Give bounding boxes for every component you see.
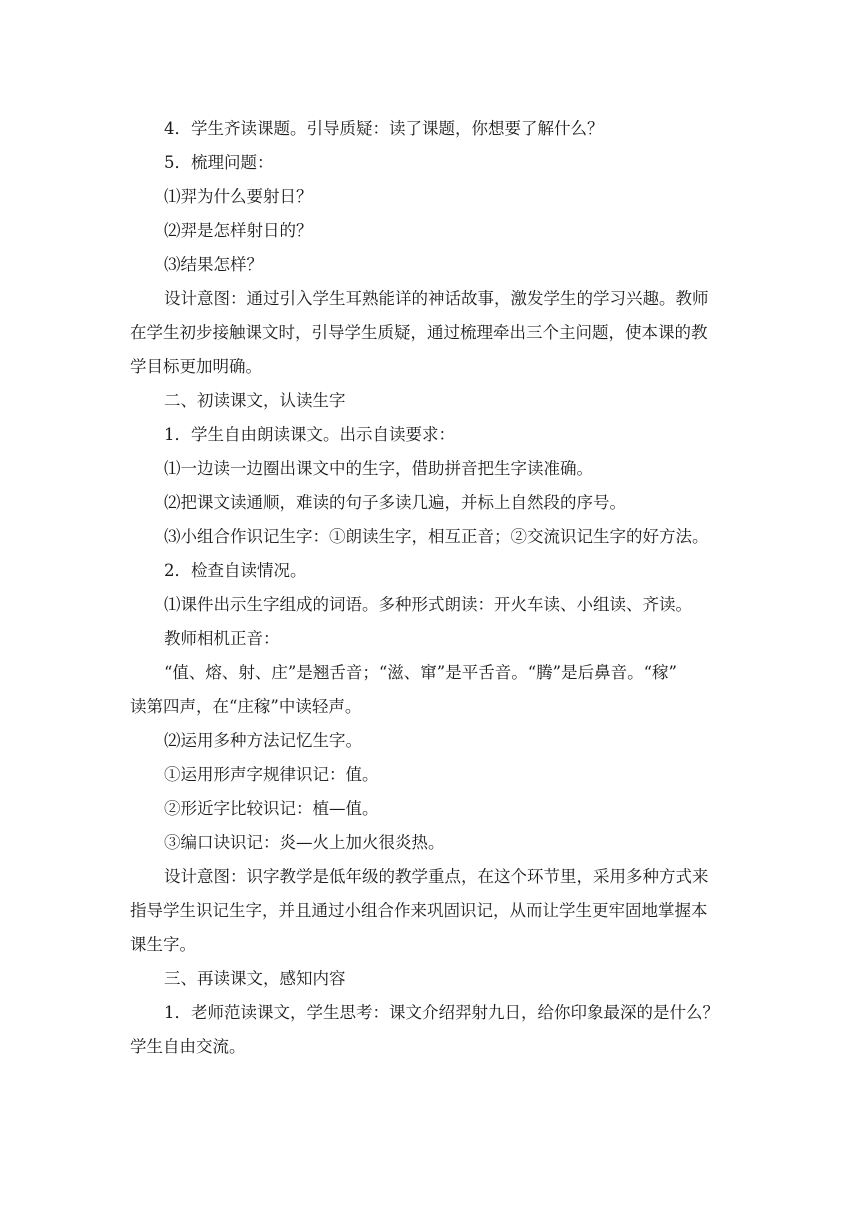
- design-intent-2-line: 课生字。: [130, 935, 196, 954]
- pronunciation-notes-line: 读第四声，在“庄稼”中读轻声。: [130, 697, 362, 716]
- check-item-2: ⑵运用多种方法记忆生字。: [164, 731, 362, 750]
- teacher-correction: 教师相机正音：: [164, 629, 280, 648]
- design-intent-2-line: 设计意图：识字教学是低年级的教学重点，在这个环节里，采用多种方式来: [164, 867, 709, 886]
- requirement-1: ⑴一边读一边圈出课文中的生字，借助拼音把生字读准确。: [164, 459, 593, 478]
- step-1-teacher-reading: [130, 996, 740, 1064]
- document-body: [130, 112, 740, 1064]
- requirement-3: ⑶小组合作识记生字：①朗读生字，相互正音；②交流识记生字的好方法。: [164, 527, 709, 546]
- step-1-teacher-reading-line: 学生自由交流。: [130, 1037, 246, 1056]
- design-intent-1-line: 设计意图：通过引入学生耳熟能详的神话故事，激发学生的学习兴趣。教师: [164, 289, 709, 308]
- step-1-teacher-reading-line: 1．老师范读课文，学生思考：课文介绍羿射九日，给你印象最深的是什么？: [164, 1003, 719, 1022]
- memory-method-3: ③编口诀识记：炎—火上加火很炎热。: [164, 833, 445, 852]
- section-3-heading: 三、再读课文，感知内容: [164, 969, 346, 988]
- pronunciation-notes-line: “值、熔、射、庄”是翘舌音；“滋、窜”是平舌音。“腾”是后鼻音。“稼”: [164, 663, 677, 682]
- check-item-1: ⑴课件出示生字组成的词语。多种形式朗读：开火车读、小组读、齐读。: [164, 595, 692, 614]
- requirement-2: ⑵把课文读通顺，难读的句子多读几遍，并标上自然段的序号。: [164, 493, 626, 512]
- memory-method-1: ①运用形声字规律识记：值。: [164, 765, 379, 784]
- question-2: ⑵羿是怎样射日的？: [164, 221, 313, 240]
- step-1-free-reading: 1．学生自由朗读课文。出示自读要求：: [164, 425, 455, 444]
- design-intent-1-line: 学目标更加明确。: [130, 357, 262, 376]
- design-intent-2: [130, 860, 740, 962]
- question-3: ⑶结果怎样？: [164, 255, 263, 274]
- design-intent-2-line: 指导学生识记生字，并且通过小组合作来巩固识记，从而让学生更牢固地掌握本: [130, 901, 708, 920]
- design-intent-1-line: 在学生初步接触课文时，引导学生质疑，通过梳理牵出三个主问题，使本课的教: [130, 323, 708, 342]
- step-2-check-reading: 2．检查自读情况。: [164, 561, 307, 580]
- section-2-heading: 二、初读课文，认读生字: [164, 391, 346, 410]
- step-5-sort-questions: 5．梳理问题：: [164, 153, 274, 172]
- memory-method-2: ②形近字比较识记：植—值。: [164, 799, 379, 818]
- design-intent-1: [130, 282, 740, 384]
- question-1: ⑴羿为什么要射日？: [164, 187, 313, 206]
- step-4-read-title: 4．学生齐读课题。引导质疑：读了课题，你想要了解什么？: [164, 119, 604, 138]
- pronunciation-notes: [130, 656, 740, 724]
